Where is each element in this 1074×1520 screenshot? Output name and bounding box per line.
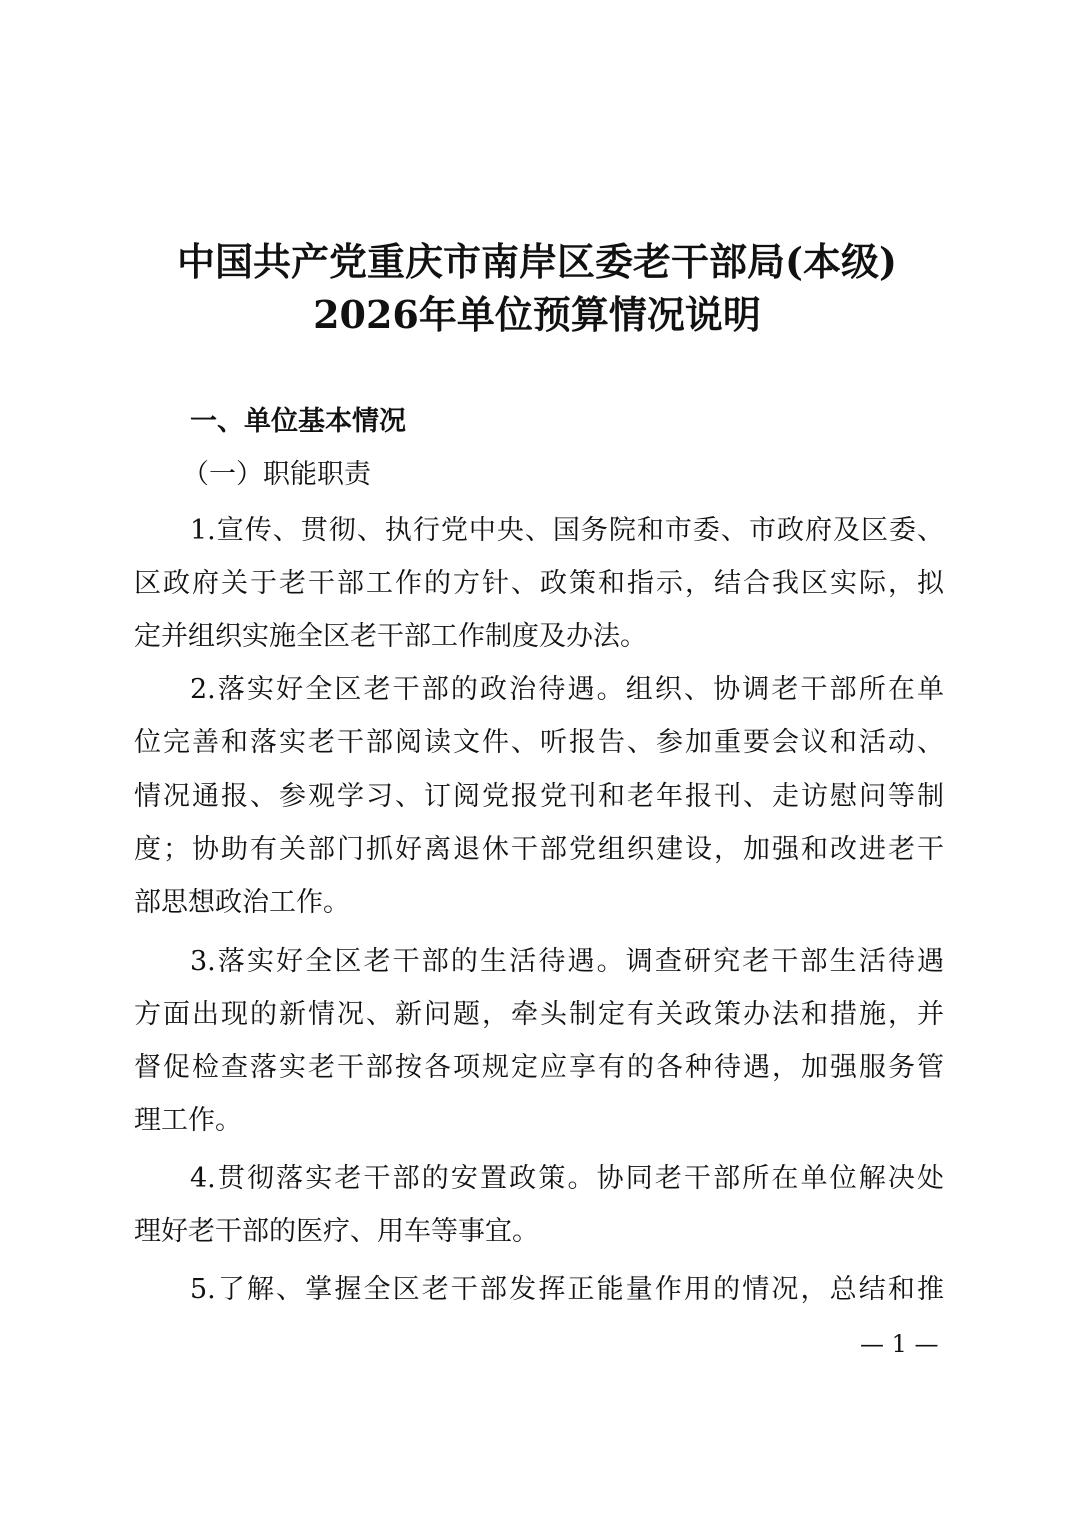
title-line-1: 中国共产党重庆市南岸区委老干部局(本级) xyxy=(177,239,897,284)
title-line-2: 2026年单位预算情况说明 xyxy=(313,292,761,337)
paragraph-line: 定并组织实施全区老干部工作制度及办法。 xyxy=(134,621,647,652)
paragraph-line: 位完善和落实老干部阅读文件、听报告、参加重要会议和活动、 xyxy=(134,727,944,758)
paragraph-line: 督促检查落实老干部按各项规定应享有的各种待遇，加强服务管 xyxy=(134,1052,944,1083)
section-heading: 一、单位基本情况 xyxy=(190,406,406,437)
paragraph-line: 1.宣传、贯彻、执行党中央、国务院和市委、市政府及区委、 xyxy=(190,515,944,546)
paragraph-line: 度；协助有关部门抓好离退休干部党组织建设，加强和改进老干 xyxy=(134,834,944,865)
paragraph-line: 理好老干部的医疗、用车等事宜。 xyxy=(134,1216,539,1247)
paragraph-line: 理工作。 xyxy=(134,1105,242,1136)
paragraph-line: 情况通报、参观学习、订阅党报党刊和老年报刊、走访慰问等制 xyxy=(134,781,944,812)
paragraph-line: 3.落实好全区老干部的生活待遇。调查研究老干部生活待遇 xyxy=(190,946,944,977)
paragraph-line: 5.了解、掌握全区老干部发挥正能量作用的情况，总结和推 xyxy=(190,1274,944,1305)
subsection-heading: （一）职能职责 xyxy=(182,459,371,490)
paragraph-line: 2.落实好全区老干部的政治待遇。组织、协调老干部所在单 xyxy=(190,674,944,705)
paragraph-line: 区政府关于老干部工作的方针、政策和指示，结合我区实际，拟 xyxy=(134,568,944,599)
paragraph-line: 4.贯彻落实老干部的安置政策。协同老干部所在单位解决处 xyxy=(190,1163,944,1194)
paragraph-line: 方面出现的新情况、新问题，牵头制定有关政策办法和措施，并 xyxy=(134,999,944,1030)
paragraph-line: 部思想政治工作。 xyxy=(134,887,350,918)
page-number: — 1 — xyxy=(860,1330,939,1358)
